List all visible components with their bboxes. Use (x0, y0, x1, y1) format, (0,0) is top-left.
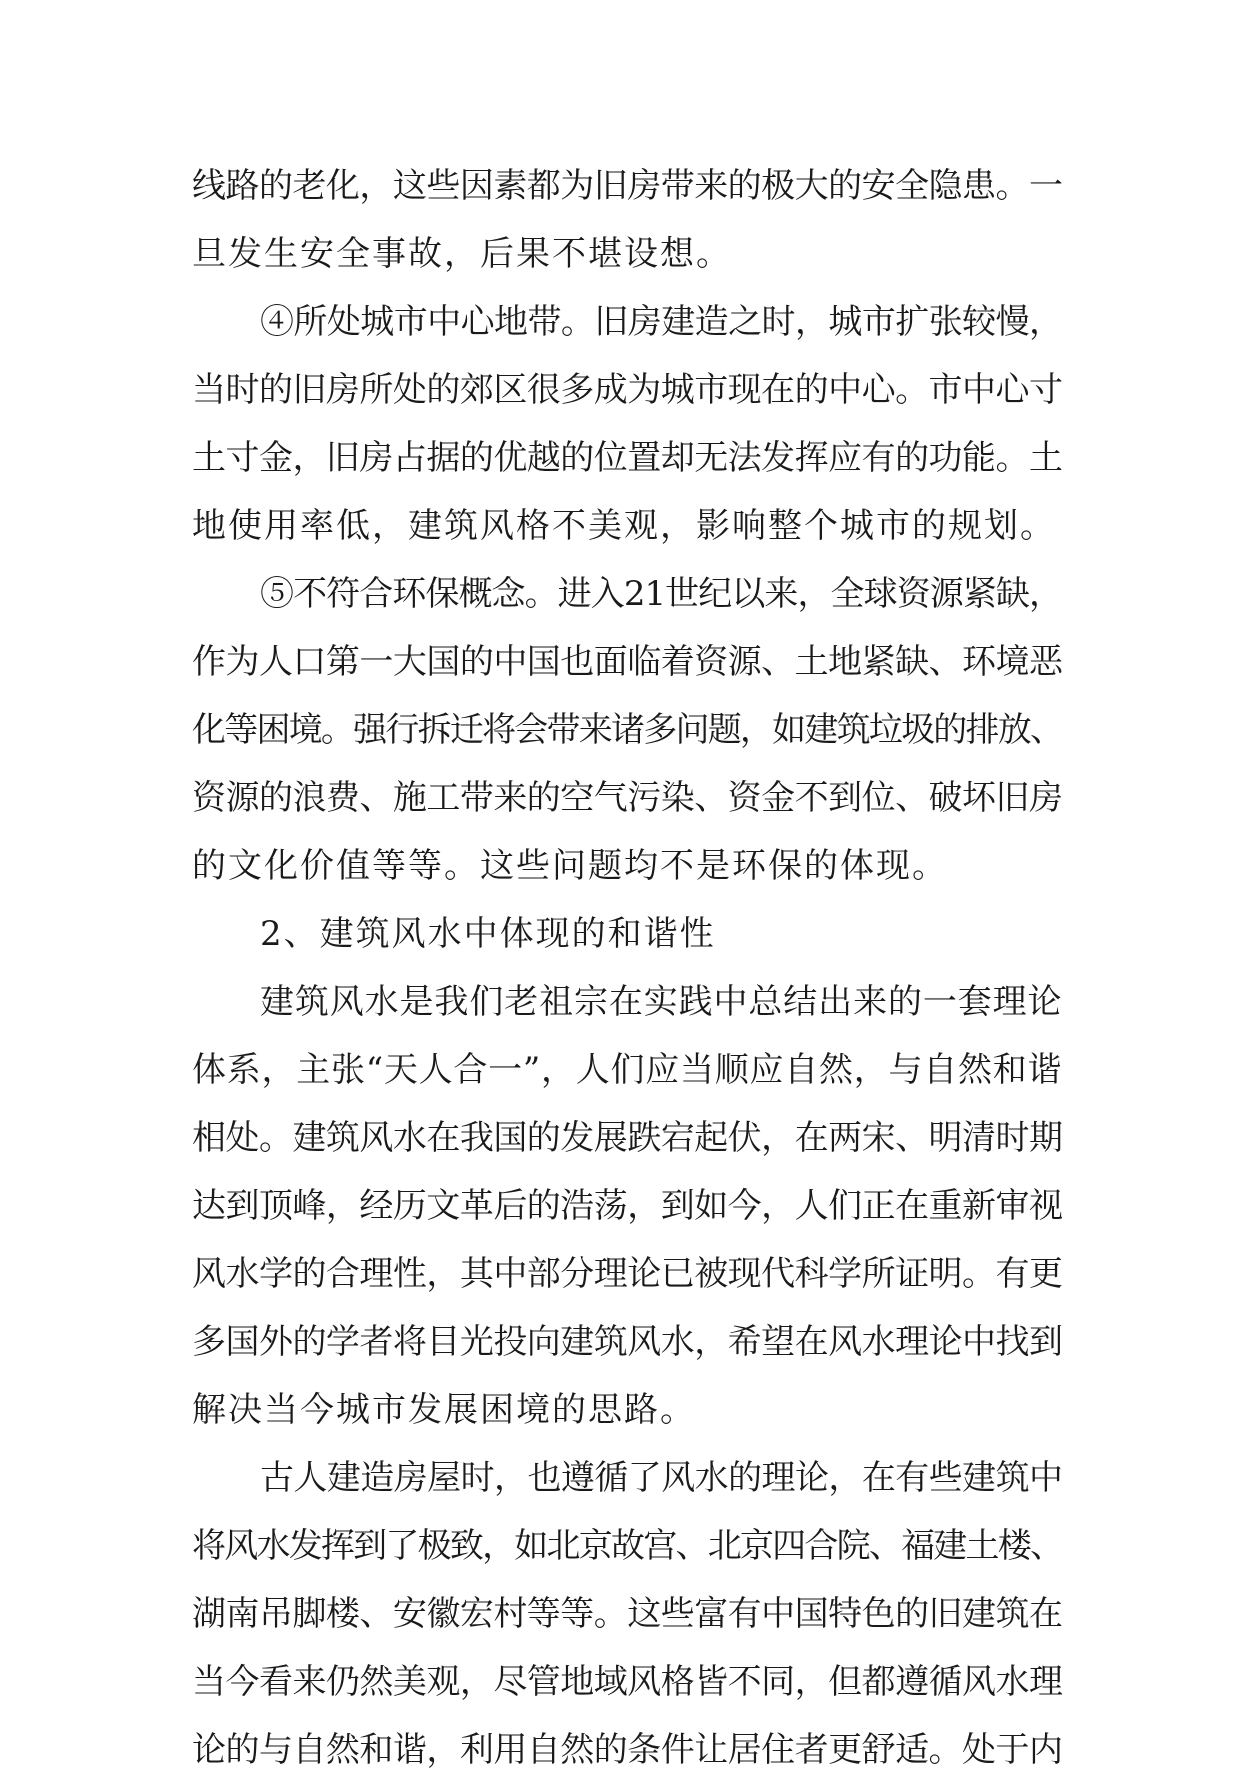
text-line: 作为人口第一大国的中国也面临着资源、土地紧缺、环境恶 (192, 642, 1062, 682)
text-line: 资源的浪费、施工带来的空气污染、资金不到位、破坏旧房 (192, 778, 1062, 818)
text-line: 的文化价值等等。这些问题均不是环保的体现。 (192, 846, 948, 886)
text-line: 古人建造房屋时，也遵循了风水的理论，在有些建筑中 (260, 1458, 1062, 1498)
text-line: 当时的旧房所处的郊区很多成为城市现在的中心。市中心寸 (192, 370, 1062, 410)
text-line: 相处。建筑风水在我国的发展跌宕起伏，在两宋、明清时期 (192, 1118, 1062, 1158)
text-line: 体系，主张“天人合一”，人们应当顺应自然，与自然和谐 (192, 1050, 1062, 1090)
text-line: 化等困境。强行拆迁将会带来诸多问题，如建筑垃圾的排放、 (192, 710, 1062, 750)
text-line: 风水学的合理性，其中部分理论已被现代科学所证明。有更 (192, 1254, 1062, 1294)
text-line: 湖南吊脚楼、安徽宏村等等。这些富有中国特色的旧建筑在 (192, 1594, 1062, 1634)
text-line: 达到顶峰，经历文革后的浩荡，到如今，人们正在重新审视 (192, 1186, 1062, 1226)
text-line: 建筑风水是我们老祖宗在实践中总结出来的一套理论 (260, 982, 1062, 1022)
text-line: 地使用率低，建筑风格不美观，影响整个城市的规划。 (192, 506, 1056, 546)
text-line: 旦发生安全事故，后果不堪设想。 (192, 234, 732, 274)
text-line: ⑤不符合环保概念。进入21世纪以来，全球资源紧缺， (260, 574, 1062, 614)
text-line: 当今看来仍然美观，尽管地域风格皆不同，但都遵循风水理 (192, 1662, 1062, 1702)
text-line: 线路的老化，这些因素都为旧房带来的极大的安全隐患。一 (192, 166, 1062, 206)
document-body (192, 152, 1062, 1784)
text-line: 土寸金，旧房占据的优越的位置却无法发挥应有的功能。土 (192, 438, 1062, 478)
section-heading: 2、建筑风水中体现的和谐性 (260, 914, 716, 954)
text-line: 论的与自然和谐，利用自然的条件让居住者更舒适。处于内 (192, 1730, 1062, 1770)
text-line: 多国外的学者将目光投向建筑风水，希望在风水理论中找到 (192, 1322, 1062, 1362)
text-line: ④所处城市中心地带。旧房建造之时，城市扩张较慢， (260, 302, 1062, 342)
text-line: 将风水发挥到了极致，如北京故宫、北京四合院、福建土楼、 (192, 1526, 1062, 1566)
text-line: 解决当今城市发展困境的思路。 (192, 1390, 696, 1430)
